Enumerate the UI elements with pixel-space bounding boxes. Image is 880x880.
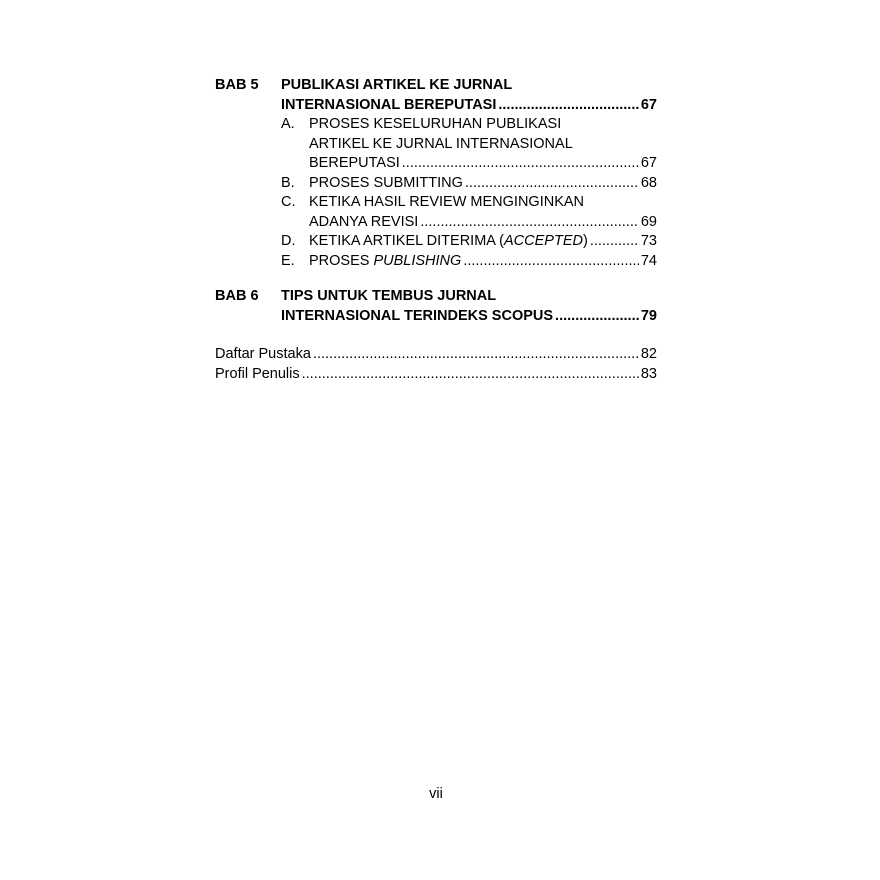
item-title-line: PROSES KESELURUHAN PUBLIKASI	[309, 116, 562, 132]
item-title-line: ADANYA REVISI	[309, 213, 419, 230]
item-title: PROSES SUBMITTING	[309, 174, 463, 191]
page-number: vii	[429, 786, 443, 802]
chapter-title-line: INTERNASIONAL TERINDEKS SCOPUS	[281, 307, 554, 324]
item-title-line: ARTIKEL KE JURNAL INTERNASIONAL	[309, 135, 573, 152]
item-title-pre: PROSES	[309, 252, 374, 269]
chapter-label: BAB 5	[215, 77, 259, 93]
dot-leader	[313, 345, 639, 365]
item-title-italic: ACCEPTED	[504, 233, 583, 249]
section-spacer	[215, 326, 657, 345]
item-letter: E.	[281, 252, 295, 269]
item-title-pre: KETIKA ARTIKEL DITERIMA (	[309, 233, 504, 249]
item-letter: A.	[281, 116, 295, 132]
toc-item-5a-line2	[215, 135, 657, 155]
page-ref: 73	[640, 233, 657, 249]
item-letter: D.	[281, 233, 296, 249]
toc-item-5e[interactable]	[215, 252, 657, 272]
item-title-italic: PUBLISHING	[373, 252, 462, 269]
toc-daftar-pustaka[interactable]	[215, 345, 657, 365]
chapter-title-line: PUBLIKASI ARTIKEL KE JURNAL	[281, 77, 513, 93]
toc-item-5c	[215, 193, 657, 213]
table-of-contents	[215, 76, 657, 384]
dot-leader	[465, 174, 639, 194]
item-letter: C.	[281, 194, 296, 210]
item-title-line: BEREPUTASI	[309, 155, 400, 171]
toc-chapter-5-heading	[215, 76, 657, 96]
item-title	[309, 232, 588, 252]
toc-item-5a-end[interactable]	[215, 154, 657, 174]
chapter-title-line: TIPS UNTUK TEMBUS JURNAL	[281, 288, 497, 304]
dot-leader	[498, 96, 638, 116]
toc-item-5d[interactable]	[215, 232, 657, 252]
chapter-title-line: INTERNASIONAL BEREPUTASI	[281, 96, 497, 113]
entry-title: Daftar Pustaka	[215, 346, 311, 362]
dot-leader	[402, 154, 639, 174]
entry-title: Profil Penulis	[215, 365, 300, 382]
dot-leader	[555, 307, 639, 327]
page-ref: 83	[640, 365, 657, 382]
toc-chapter-6-title-end[interactable]	[215, 307, 657, 327]
page-ref: 74	[640, 252, 657, 269]
page-ref: 82	[640, 346, 657, 362]
toc-chapter-6-heading	[215, 287, 657, 307]
page-ref: 69	[640, 213, 657, 230]
toc-chapter-5-title-end[interactable]	[215, 96, 657, 116]
page-ref: 67	[640, 155, 657, 171]
item-letter: B.	[281, 174, 295, 191]
dot-leader	[420, 213, 639, 233]
dot-leader	[463, 252, 639, 272]
toc-item-5a	[215, 115, 657, 135]
dot-leader	[302, 365, 639, 385]
toc-item-5c-end[interactable]	[215, 213, 657, 233]
page-ref: 68	[640, 174, 657, 191]
page-ref: 79	[640, 307, 657, 324]
item-title-post: )	[582, 233, 588, 249]
toc-profil-penulis[interactable]	[215, 365, 657, 385]
page-ref: 67	[640, 96, 657, 113]
chapter-label: BAB 6	[215, 288, 259, 304]
item-title	[309, 252, 461, 272]
section-spacer	[215, 271, 657, 287]
item-title-line: KETIKA HASIL REVIEW MENGINGINKAN	[309, 194, 585, 210]
toc-item-5b[interactable]	[215, 174, 657, 194]
dot-leader	[590, 232, 639, 252]
